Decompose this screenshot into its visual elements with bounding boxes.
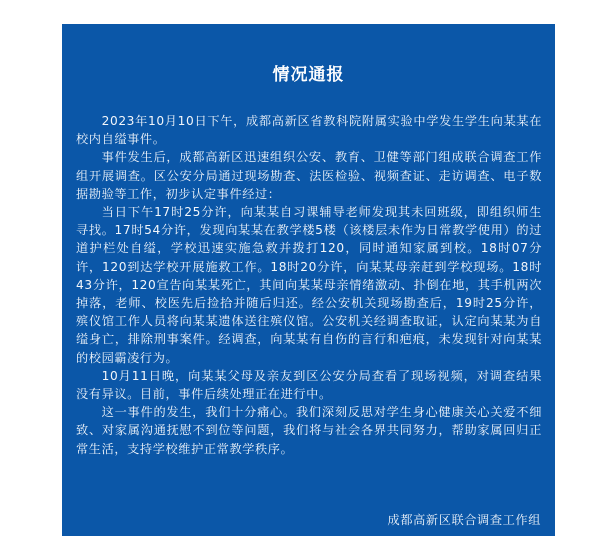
- paragraph-investigation: 事件发生后，成都高新区迅速组织公安、教育、卫健等部门组成联合调查工作组开展调查。区公安分局通过现场勘查、法医检验、视频查证、走访调查、电子数据勘验等工作，初步认定事件经过：: [76, 150, 542, 201]
- issuer-signature: 成都高新区联合调查工作组: [387, 513, 541, 527]
- paragraph-family-review: 10月11日晚，向某某父母及亲友到区公安分局查看了现场视频，对调查结果没有异议。目前，事件后续处理正在进行中。: [76, 368, 542, 402]
- notice-panel: [62, 24, 555, 536]
- notice-body: [76, 112, 542, 458]
- notice-title: 情况通报: [272, 65, 345, 85]
- paragraph-incident-summary: 2023年10月10日下午，成都高新区省教科院附属实验中学发生学生向某某在校内自缢事件。: [76, 114, 542, 147]
- paragraph-timeline: 当日下午17时25分许，向某某自习课辅导老师发现其未回班级，即组织师生寻找。17时54分许，发现向某某在教学楼5楼（该楼层未作为日常教学使用）的过道护栏处自缢，学校迅速实施急救并拨打120，同时通知家属到校。18时07分许，120到达学校开展施救工作。18时20分许，向某某母亲赶到学校现场。18时43分许，120宣告向某某死亡，其间向某某母亲情绪激动、扑倒在地，其手机两次掉落，老师、校医先后捡拾并随后归还。经公安机关现场勘查后，19时25分许，殡仪馆工作人员将向某某遗体送往殡仪馆。公安机关经调查取证，认定向某某为自缢身亡，排除刑事案件。经调查，向某某有自伤的言行和疤痕，未发现针对向某某的校园霸凌行为。: [76, 205, 542, 365]
- paragraph-reflection: 这一事件的发生，我们十分痛心。我们深刻反思对学生身心健康关心关爱不细致、对家属沟通抚慰不到位等问题，我们将与社会各界共同努力，帮助家属回归正常生活，支持学校维护正常教学秩序。: [76, 405, 542, 456]
